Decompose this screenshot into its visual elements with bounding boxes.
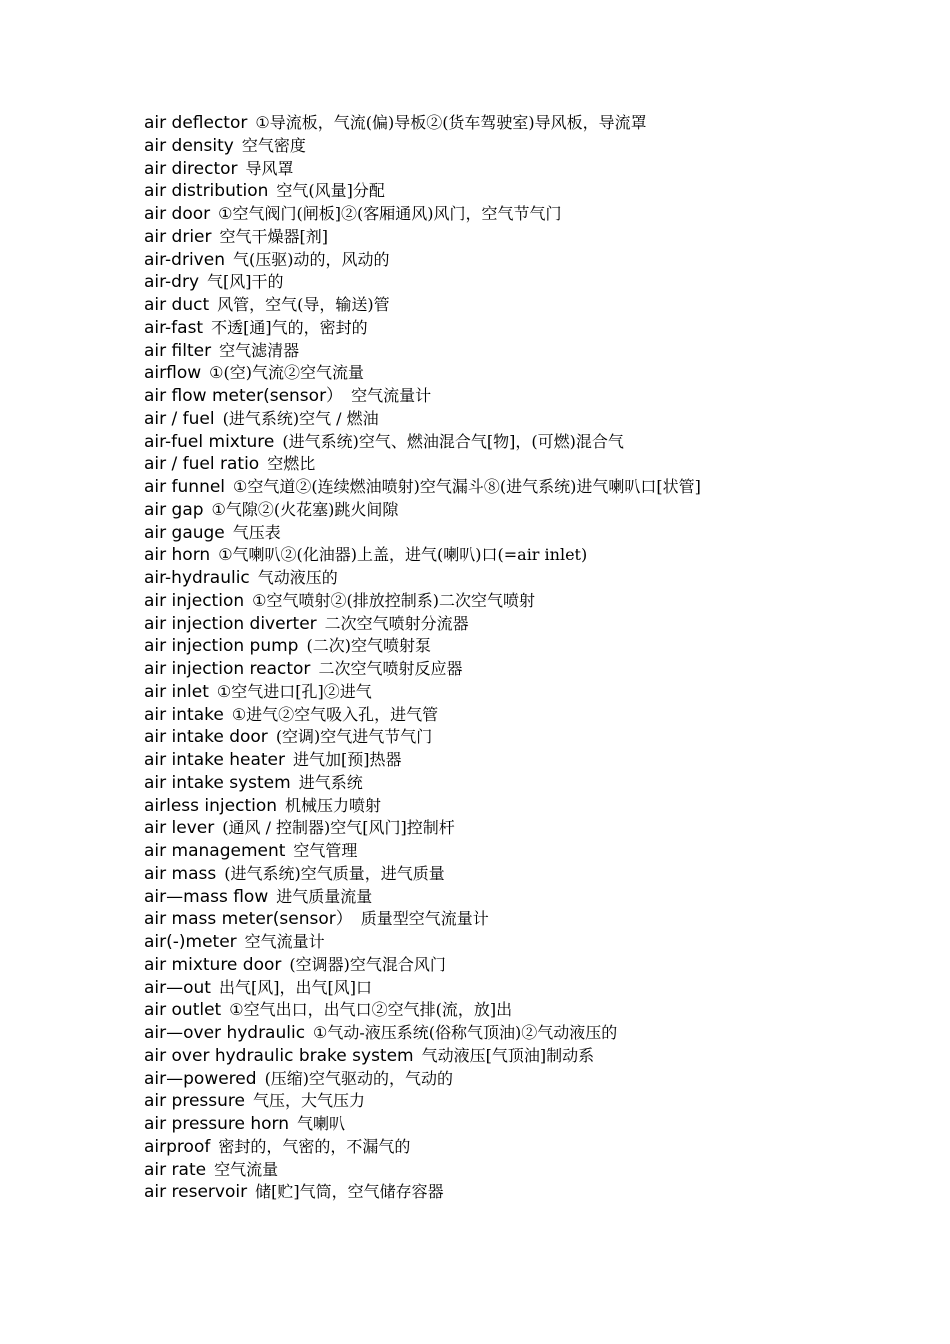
glossary-entry — [144, 931, 924, 954]
entry-term: air / fuel ratio — [144, 454, 260, 475]
entry-term: air-driven — [144, 249, 225, 270]
entry-definition: ①气隙②(火花塞)跳火间隙 — [211, 499, 399, 519]
entry-definition: 空气干燥器[剂] — [219, 226, 328, 246]
entry-term: air pressure horn — [144, 1114, 290, 1134]
entry-definition: ①气喇叭②(化油器)上盖，进气(喇叭)口(=air inlet) — [218, 545, 588, 565]
entry-term: air distribution — [144, 181, 269, 202]
entry-definition: 空气管理 — [293, 841, 358, 860]
entry-definition: 气压，大气压力 — [252, 1091, 365, 1111]
entry-term: airproof — [144, 1136, 211, 1157]
glossary-entry — [144, 362, 924, 385]
entry-term: air injection — [144, 590, 245, 611]
glossary-entry — [144, 408, 924, 431]
glossary-entry — [144, 453, 924, 476]
entry-definition: 空气流量计 — [244, 932, 325, 951]
glossary-entry — [144, 567, 924, 590]
entry-definition: ①导流板，气流(偏)导板②(货车驾驶室)导风板，导流罩 — [255, 113, 647, 132]
entry-term: air inlet — [144, 681, 209, 702]
glossary-entry — [144, 817, 924, 840]
entry-definition: 质量型空气流量计 — [360, 909, 489, 929]
glossary-entry — [144, 340, 924, 363]
glossary-entry — [144, 613, 924, 636]
entry-term: air gauge — [144, 522, 225, 543]
entry-definition: 风管，空气(导，输送)管 — [217, 295, 390, 314]
entry-term: airless injection — [144, 795, 278, 816]
glossary-entry — [144, 544, 924, 567]
entry-definition: 空气流量 — [214, 1159, 279, 1179]
glossary-entry — [144, 1045, 924, 1068]
entry-definition: ①(空)气流②空气流量 — [209, 363, 364, 383]
glossary-list — [144, 112, 924, 1204]
entry-definition: ①进气②空气吸入孔，进气管 — [231, 704, 439, 724]
entry-definition: 进气加[预]热器 — [292, 750, 402, 769]
glossary-entry — [144, 954, 924, 977]
glossary-entry — [144, 1136, 924, 1159]
entry-definition: 空气流量计 — [351, 386, 432, 405]
entry-term: air intake door — [144, 727, 268, 748]
entry-definition: (进气系统)空气、燃油混合气[物]，(可燃)混合气 — [282, 431, 624, 451]
entry-term: air horn — [144, 545, 211, 566]
glossary-entry — [144, 476, 924, 499]
glossary-entry — [144, 385, 924, 408]
entry-definition: 空燃比 — [267, 454, 316, 474]
entry-definition: 二次空气喷射分流器 — [324, 613, 469, 633]
entry-term: air rate — [144, 1159, 207, 1180]
entry-definition: ①空气阀门(闸板]②(客厢通风)风门，空气节气门 — [218, 204, 562, 223]
glossary-entry — [144, 499, 924, 522]
entry-definition: 机械压力喷射 — [285, 795, 382, 815]
entry-term: air lever — [144, 818, 215, 839]
entry-term: air injection diverter — [144, 613, 317, 634]
glossary-entry — [144, 840, 924, 863]
entry-term: air intake — [144, 704, 224, 725]
glossary-entry — [144, 999, 924, 1022]
entry-term: air reservoir — [144, 1182, 248, 1203]
entry-definition: 气动液压[气顶油]制动系 — [421, 1045, 595, 1065]
entry-term: air duct — [144, 295, 210, 315]
entry-definition: 空气(风量]分配 — [276, 181, 385, 201]
glossary-entry — [144, 772, 924, 795]
glossary-entry — [144, 1113, 924, 1136]
glossary-entry — [144, 1022, 924, 1045]
entry-term: air drier — [144, 226, 212, 247]
entry-definition: 气动液压的 — [257, 568, 338, 587]
entry-definition: (进气系统)空气质量，进气质量 — [224, 863, 445, 883]
entry-term: air / fuel — [144, 408, 215, 429]
entry-term: air—mass flow — [144, 886, 269, 907]
entry-term: air director — [144, 158, 238, 179]
entry-term: air intake system — [144, 772, 291, 793]
entry-term: airflow — [144, 363, 202, 384]
entry-term: air(-)meter — [144, 932, 237, 952]
entry-term: air mixture door — [144, 954, 282, 975]
entry-term: air—powered — [144, 1068, 257, 1089]
entry-term: air management — [144, 841, 286, 861]
glossary-entry — [144, 1068, 924, 1091]
entry-definition: ①气动-液压系统(俗称气顶油)②气动液压的 — [313, 1023, 618, 1042]
glossary-entry — [144, 1159, 924, 1182]
entry-term: air mass meter(sensor） — [144, 909, 353, 930]
entry-term: air-dry — [144, 272, 200, 293]
entry-term: air density — [144, 135, 234, 156]
glossary-entry — [144, 749, 924, 772]
entry-term: air injection pump — [144, 636, 299, 657]
entry-definition: 导风罩 — [245, 158, 294, 178]
glossary-entry — [144, 795, 924, 818]
glossary-entry — [144, 522, 924, 545]
entry-definition: 气(压驱)动的，风动的 — [232, 249, 390, 269]
entry-definition: 空气滤清器 — [219, 340, 300, 360]
entry-definition: 气喇叭 — [297, 1114, 346, 1133]
glossary-entry — [144, 635, 924, 658]
entry-term: air—out — [144, 977, 211, 998]
glossary-entry — [144, 1090, 924, 1113]
glossary-entry — [144, 726, 924, 749]
entry-definition: (通风 / 控制器)空气[风门]控制杆 — [222, 818, 455, 838]
entry-term: air over hydraulic brake system — [144, 1045, 414, 1066]
entry-term: air door — [144, 204, 211, 224]
entry-definition: 气[风]干的 — [207, 272, 284, 292]
glossary-entry — [144, 886, 924, 909]
entry-term: air injection reactor — [144, 659, 311, 679]
entry-definition: 二次空气喷射反应器 — [318, 659, 463, 678]
glossary-entry — [144, 203, 924, 226]
entry-definition: 密封的，气密的，不漏气的 — [218, 1136, 411, 1156]
entry-definition: (二次)空气喷射泵 — [306, 636, 431, 656]
entry-term: air mass — [144, 863, 217, 884]
entry-term: air filter — [144, 340, 212, 361]
glossary-entry — [144, 226, 924, 249]
glossary-entry — [144, 908, 924, 931]
entry-definition: ①空气喷射②(排放控制系)二次空气喷射 — [252, 590, 535, 610]
glossary-entry — [144, 112, 924, 135]
glossary-entry — [144, 704, 924, 727]
entry-term: air outlet — [144, 1000, 222, 1021]
entry-term: air flow meter(sensor） — [144, 386, 344, 406]
entry-term: air funnel — [144, 477, 226, 497]
glossary-entry — [144, 135, 924, 158]
entry-term: air—over hydraulic — [144, 1023, 306, 1043]
entry-term: air pressure — [144, 1091, 245, 1112]
glossary-entry — [144, 317, 924, 340]
glossary-entry — [144, 294, 924, 317]
glossary-entry — [144, 590, 924, 613]
glossary-entry — [144, 977, 924, 1000]
entry-definition: 气压表 — [232, 522, 281, 542]
entry-definition: ①空气出口，出气口②空气排(流，放]出 — [229, 1000, 513, 1020]
glossary-entry — [144, 180, 924, 203]
glossary-entry — [144, 681, 924, 704]
glossary-entry — [144, 271, 924, 294]
entry-definition: 不透[通]气的，密封的 — [211, 317, 368, 337]
glossary-entry — [144, 431, 924, 454]
entry-definition: 进气质量流量 — [276, 886, 373, 906]
glossary-entry — [144, 158, 924, 181]
entry-definition: (空调器)空气混合风门 — [289, 954, 446, 974]
entry-definition: 进气系统 — [298, 772, 363, 792]
entry-term: air deflector — [144, 113, 248, 133]
entry-definition: (压缩)空气驱动的，气动的 — [264, 1068, 454, 1088]
entry-term: air intake heater — [144, 750, 285, 770]
entry-definition: (空调)空气进气节气门 — [275, 727, 433, 747]
entry-term: air-fuel mixture — [144, 431, 275, 452]
entry-definition: ①空气道②(连续燃油喷射)空气漏斗⑧(进气系统)进气喇叭口[状管] — [233, 477, 701, 496]
entry-definition: 储[贮]气筒，空气储存容器 — [255, 1182, 444, 1202]
glossary-entry — [144, 1181, 924, 1204]
entry-term: air-hydraulic — [144, 568, 250, 588]
entry-definition: ①空气进口[孔]②进气 — [216, 681, 372, 701]
glossary-entry — [144, 658, 924, 681]
entry-term: air-fast — [144, 317, 204, 338]
glossary-entry — [144, 249, 924, 272]
entry-definition: 出气[风]，出气[风]口 — [218, 977, 372, 997]
entry-definition: (进气系统)空气 / 燃油 — [222, 408, 379, 428]
glossary-entry — [144, 863, 924, 886]
entry-term: air gap — [144, 499, 204, 520]
entry-definition: 空气密度 — [241, 135, 306, 155]
